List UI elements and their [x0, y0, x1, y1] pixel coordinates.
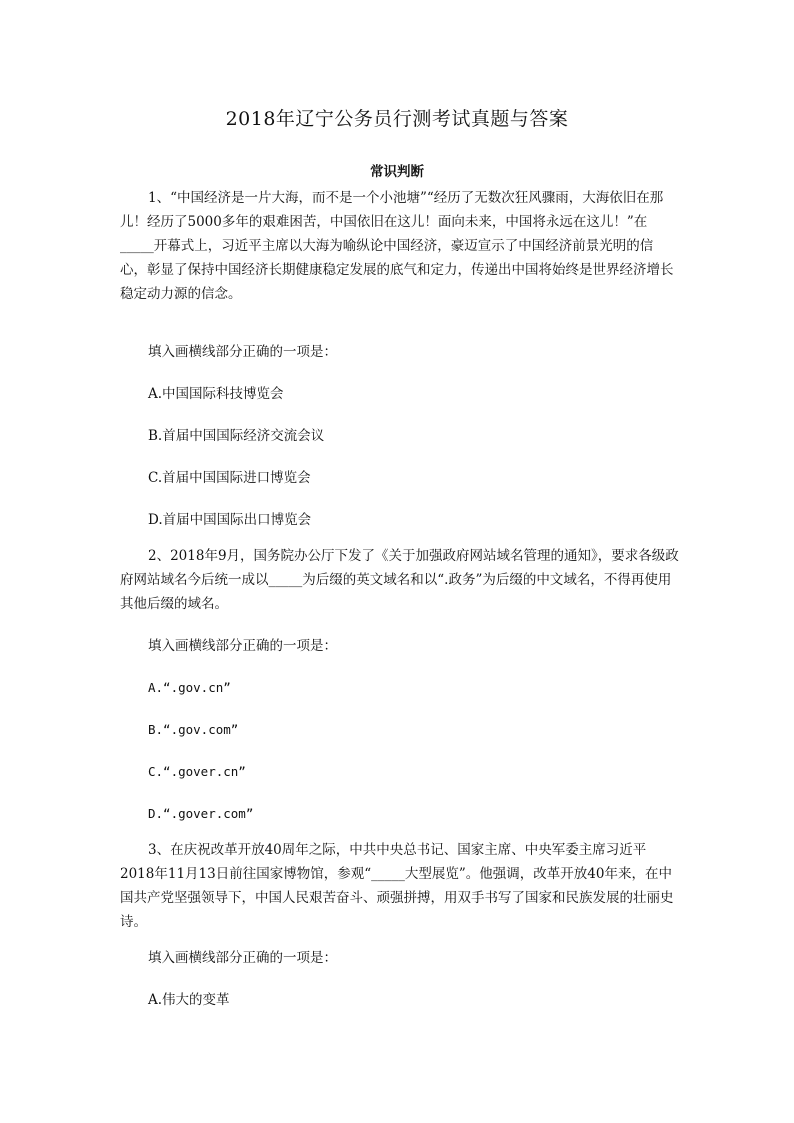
document-title: 2018年辽宁公务员行测考试真题与答案	[225, 108, 569, 130]
question-2-option-d: D.“.gover.com”	[148, 806, 254, 821]
section-heading: 常识判断	[370, 164, 424, 180]
question-2-prompt: 填入画横线部分正确的一项是：	[148, 638, 337, 654]
question-1-prompt: 填入画横线部分正确的一项是：	[148, 344, 337, 360]
question-2-text: 2、2018年9月，国务院办公厅下发了《关于加强政府网站域名管理的通知》，要求各级政府网站域名今后统一成以_____为后缀的英文域名和以“.政务”为后缀的中文域名，不得再使用其他后缀的域名。	[120, 548, 679, 612]
question-3-option-a: A.伟大的变革	[148, 992, 230, 1008]
question-2-option-a: A.“.gov.cn”	[148, 680, 231, 695]
question-3-prompt: 填入画横线部分正确的一项是：	[148, 950, 337, 966]
question-1-option-a: A.中国国际科技博览会	[148, 386, 284, 402]
question-3-text: 3、在庆祝改革开放40周年之际，中共中央总书记、国家主席、中央军委主席习近平2018年11月13日前往国家博物馆，参观“_____大型展览”。他强调，改革开放40年来，在中国共产党坚强领导下，中国人民艰苦奋斗、顽强拼搏，用双手书写了国家和民族发展的壮丽史诗。	[120, 842, 674, 930]
question-2-option-b: B.“.gov.com”	[148, 722, 239, 737]
question-2-option-c: C.“.gover.cn”	[148, 764, 246, 779]
question-1-option-c: C.首届中国国际进口博览会	[148, 470, 311, 486]
question-1-text: 1、“中国经济是一片大海，而不是一个小池塘”“经历了无数次狂风骤雨，大海依旧在那儿！经历了5000多年的艰难困苦，中国依旧在这儿！面向未来，中国将永远在这儿！”在_____开幕式上，习近平主席以大海为喻纵论中国经济，豪迈宣示了中国经济前景光明的信心，彰显了保持中国经济长期健康稳定发展的底气和定力，传递出中国将始终是世界经济增长稳定动力源的信念。	[120, 190, 674, 302]
question-1-option-b: B.首届中国国际经济交流会议	[148, 428, 325, 444]
question-1-option-d: D.首届中国国际出口博览会	[148, 512, 312, 528]
